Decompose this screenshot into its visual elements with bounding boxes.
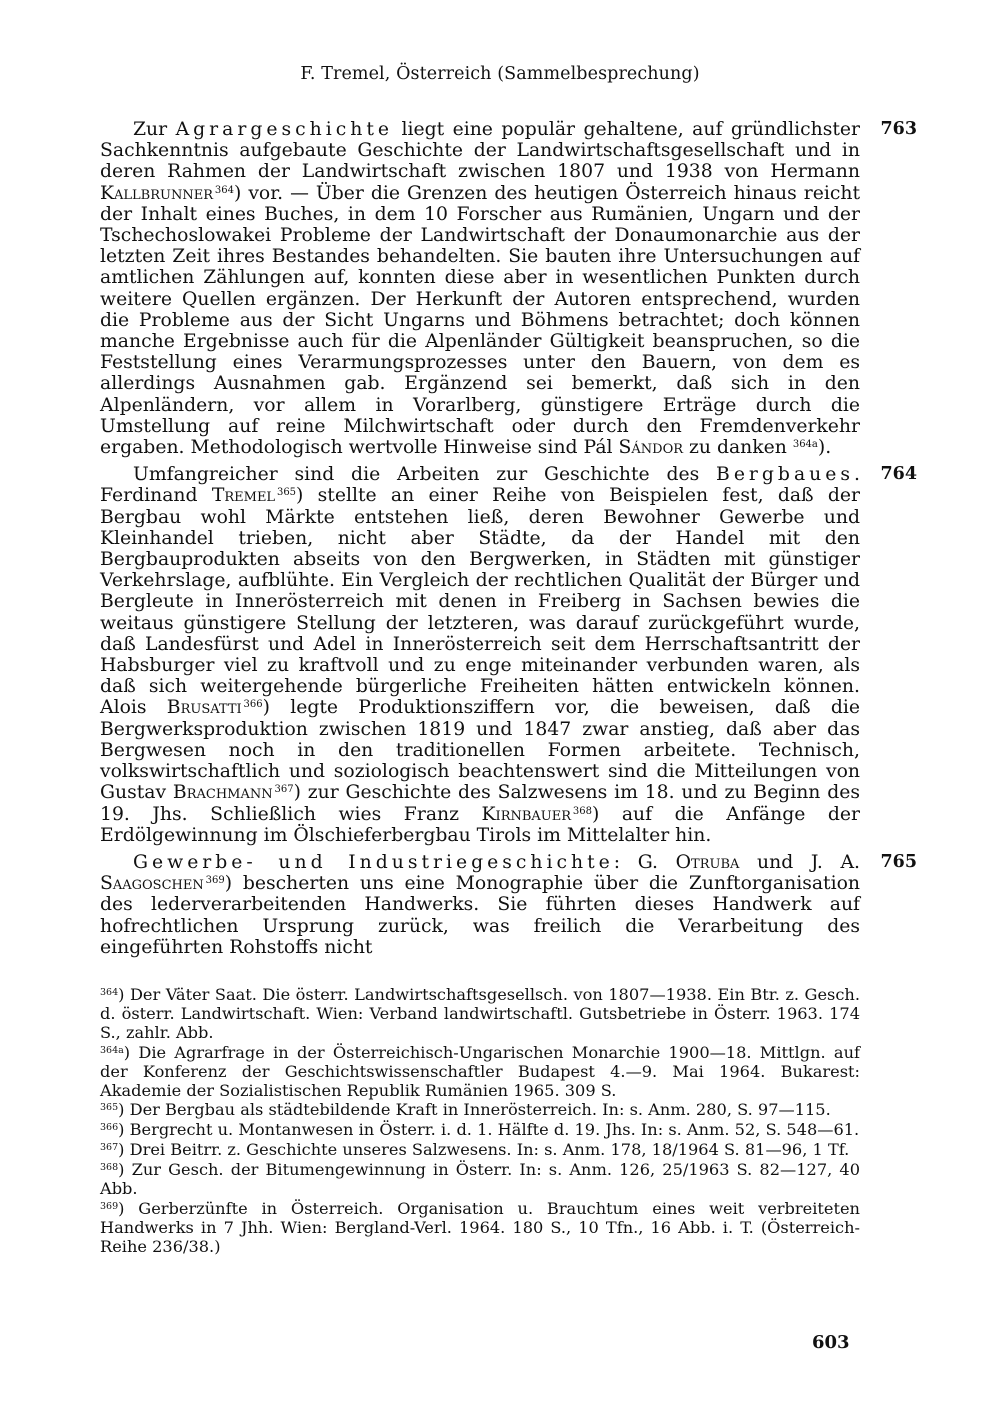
paragraph-bergbau: [100, 464, 917, 846]
footnote: [100, 1161, 860, 1199]
footnote-mark: 369: [100, 1200, 119, 1212]
text-run: ) vor. — Über die Grenzen des heutigen Österreich hinaus reicht der Inhalt eines Buches, in dem 10 Forscher aus Rumänien, Ungarn und der Tschechoslowakei Probleme der Landwirtschaft der Donaumonarchie aus der letzten Zeit ihres Bestandes behandelten. Sie bauten ihre Untersuchungen auf amtlichen Zählungen auf, konnten diese aber in wesentlichen Punkten durch weitere Quellen ergänzen. Der Herkunft der Autoren entsprechend, wurden die Probleme aus der Sicht Ungarns und Böhmens betrachtet; doch können manche Ergebnisse auch für die Alpenländer Gültigkeit beanspruchen, so die Feststellung eines Verarmungsprozesses unter den Bauern, von dem es allerdings Ausnahmen gab. Ergänzend sei bemerkt, daß sich in den Alpenländern, vor allem in Vorarlberg, günstigere Erträge durch die Umstellung auf reine Milchwirtschaft oder durch den Fremdenverkehr ergaben. Methodologisch wertvolle Hinweise sind Pál: [100, 182, 860, 459]
footnote-ref: 364a: [792, 439, 818, 451]
page-number: 603: [812, 1332, 850, 1353]
text-run: : G.: [613, 851, 676, 873]
text-run: ) auf die Anfänge der Erdölgewinnung im Ölschieferbergbau Tirols im Mittelalter hin.: [100, 803, 860, 846]
footnote: [100, 1200, 860, 1257]
text-run: ).: [817, 437, 832, 459]
author-name: Saagoschen: [100, 873, 204, 895]
footnote: [100, 1101, 860, 1120]
paragraph-agrargeschichte: [100, 119, 917, 459]
footnote-text: ) Bergrecht u. Montanwesen in Österr. i. d. 1. Hälfte d. 19. Jhs. In: s. Anm. 52, S. 548—61.: [118, 1120, 860, 1140]
author-name: Tremel: [211, 485, 276, 507]
running-header: F. Tremel, Österreich (Sammelbesprechung): [300, 64, 700, 84]
footnote-text: ) Zur Gesch. der Bitumengewinnung in Österr. In: s. Anm. 126, 25/1963 S. 82—127, 40 Abb.: [100, 1160, 860, 1199]
footnote: [100, 986, 860, 1043]
text-run: liegt eine populär gehaltene, auf gründlichster Sachkenntnis aufgebaute Geschichte der Landwirtschaftsgesellschaft und in deren Rahmen der Landwirtschaft zwischen 1807 und 1938 von Hermann: [100, 119, 860, 183]
footnote-mark: 365: [100, 1102, 119, 1114]
author-name: Kirnbauer: [481, 803, 572, 825]
footnote-ref: 368: [572, 805, 593, 817]
text-run: ) zur Geschichte des Salzwesens im 18. und zu Beginn des 19. Jhs. Schließlich wies Franz: [100, 782, 861, 825]
footnote-mark: 368: [100, 1162, 119, 1174]
footnote-mark: 367: [100, 1142, 119, 1154]
text-run: ) stellte an einer Reihe von Beispielen fest, daß der Bergbau wohl Märkte entstehen ließ, deren Bewohner Gewerbe und Kleinhandel trieben, nicht aber Städte, da der Handel mit den Bergbauprodukten abseits von den Bergwerken, in Städten mit günstiger Verkehrslage, aufblühte. Ein Vergleich der rechtlichen Qualität der Bürger und Bergleute in Innerösterreich mit denen in Freiberg in Sachsen bewies die weitaus günstigere Stellung der letzteren, was darauf zurückgeführt wurde, daß Landesfürst und Adel in Innerösterreich seit dem Herrschaftsantritt der Habsburger viel zu kraftvoll und zu enge miteinander verbunden waren, als daß sich weitergehende bürgerliche Freiheiten hätten entwickeln können. Alois: [100, 485, 860, 719]
footnote: [100, 1121, 860, 1140]
footnote-mark: 364: [100, 987, 119, 998]
footnote-mark: 366: [100, 1122, 119, 1134]
footnote-ref: 364: [214, 184, 234, 196]
author-name: Brusatti: [166, 697, 242, 719]
author-name: Otruba: [675, 851, 740, 873]
author-name: Kallbrunner: [100, 182, 214, 204]
footnote-ref: 365: [276, 487, 297, 499]
text-run: zu danken: [683, 437, 793, 459]
footnote: [100, 1141, 860, 1160]
footnote-text: ) Drei Beitrr. z. Geschichte unseres Salzwesens. In: s. Anm. 178, 18/1964 S. 81—96, 1 Tf.: [118, 1140, 850, 1160]
footnote-ref: 369: [205, 875, 225, 887]
spaced-heading: Bergbaues: [716, 464, 855, 486]
text-run: ) legte Produktionsziffern vor, die beweisen, daß die Bergwerksproduktion zwischen 1819 und 1847 zwar anstieg, daß aber das Bergwesen noch in den traditionellen Formen arbeitete. Technisch, volkswirtschaftlich und soziologisch beachtenswert sind die Mitteilungen von Gustav: [100, 697, 860, 804]
footnote: [100, 1044, 860, 1101]
main-text: [100, 119, 917, 964]
text-run: und J. A.: [739, 851, 861, 873]
text-run: Zur: [133, 119, 176, 140]
spaced-heading: Gewerbe- und Industriegeschichte: [133, 851, 614, 873]
paragraph-gewerbe: [100, 851, 917, 958]
spaced-heading: Agrargeschichte: [175, 119, 393, 140]
footnote-ref: 366: [243, 699, 263, 711]
footnotes: [100, 986, 860, 1258]
footnote-text: ) Der Väter Saat. Die österr. Landwirtschaftsgesellsch. von 1807—1938. Ein Btr. z. Gesch. d. österr. Landwirtschaft. Wien: Verband landwirtschaftl. Gutsbetriebe in Österr. 1963. 174 S., zahlr. Abb.: [100, 985, 860, 1042]
footnote-text: ) Die Agrarfrage in der Österreichisch-Ungarischen Monarchie 1900—18. Mittlgn. auf der Konferenz der Geschichtswissenschaftler Budapest 4.—9. Mai 1964. Bukarest: Akademie der Sozialistischen Republik Rumänien 1965. 309 S.: [100, 1042, 860, 1100]
text-run: . Ferdinand: [100, 464, 860, 507]
author-name: Brachmann: [172, 782, 273, 804]
margin-number: 764: [880, 464, 917, 485]
footnote-text: ) Der Bergbau als städtebildende Kraft in Innerösterreich. In: s. Anm. 280, S. 97—115.: [118, 1100, 831, 1120]
footnote-ref: 367: [274, 784, 294, 796]
margin-number: 763: [880, 119, 917, 139]
margin-number: 765: [880, 851, 917, 872]
text-run: Umfangreicher sind die Arbeiten zur Geschichte des: [133, 464, 717, 486]
author-name: Sándor: [618, 437, 684, 459]
footnote-mark: 364a: [100, 1044, 124, 1056]
text-run: ) bescherten uns eine Monographie über die Zunftorganisation des lederverarbeitenden Handwerks. Sie führten dieses Handwerk auf hofrechtlichen Ursprung zurück, was freilich die Verarbeitung des eingeführten Rohstoffs nicht: [100, 873, 860, 958]
footnote-text: ) Gerberzünfte in Österreich. Organisation u. Brauchtum eines weit verbreiteten Handwerks in 7 Jhh. Wien: Bergland-Verl. 1964. 180 S., 10 Tfn., 16 Abb. i. T. (Österreich-Reihe 236/38.): [100, 1198, 860, 1256]
